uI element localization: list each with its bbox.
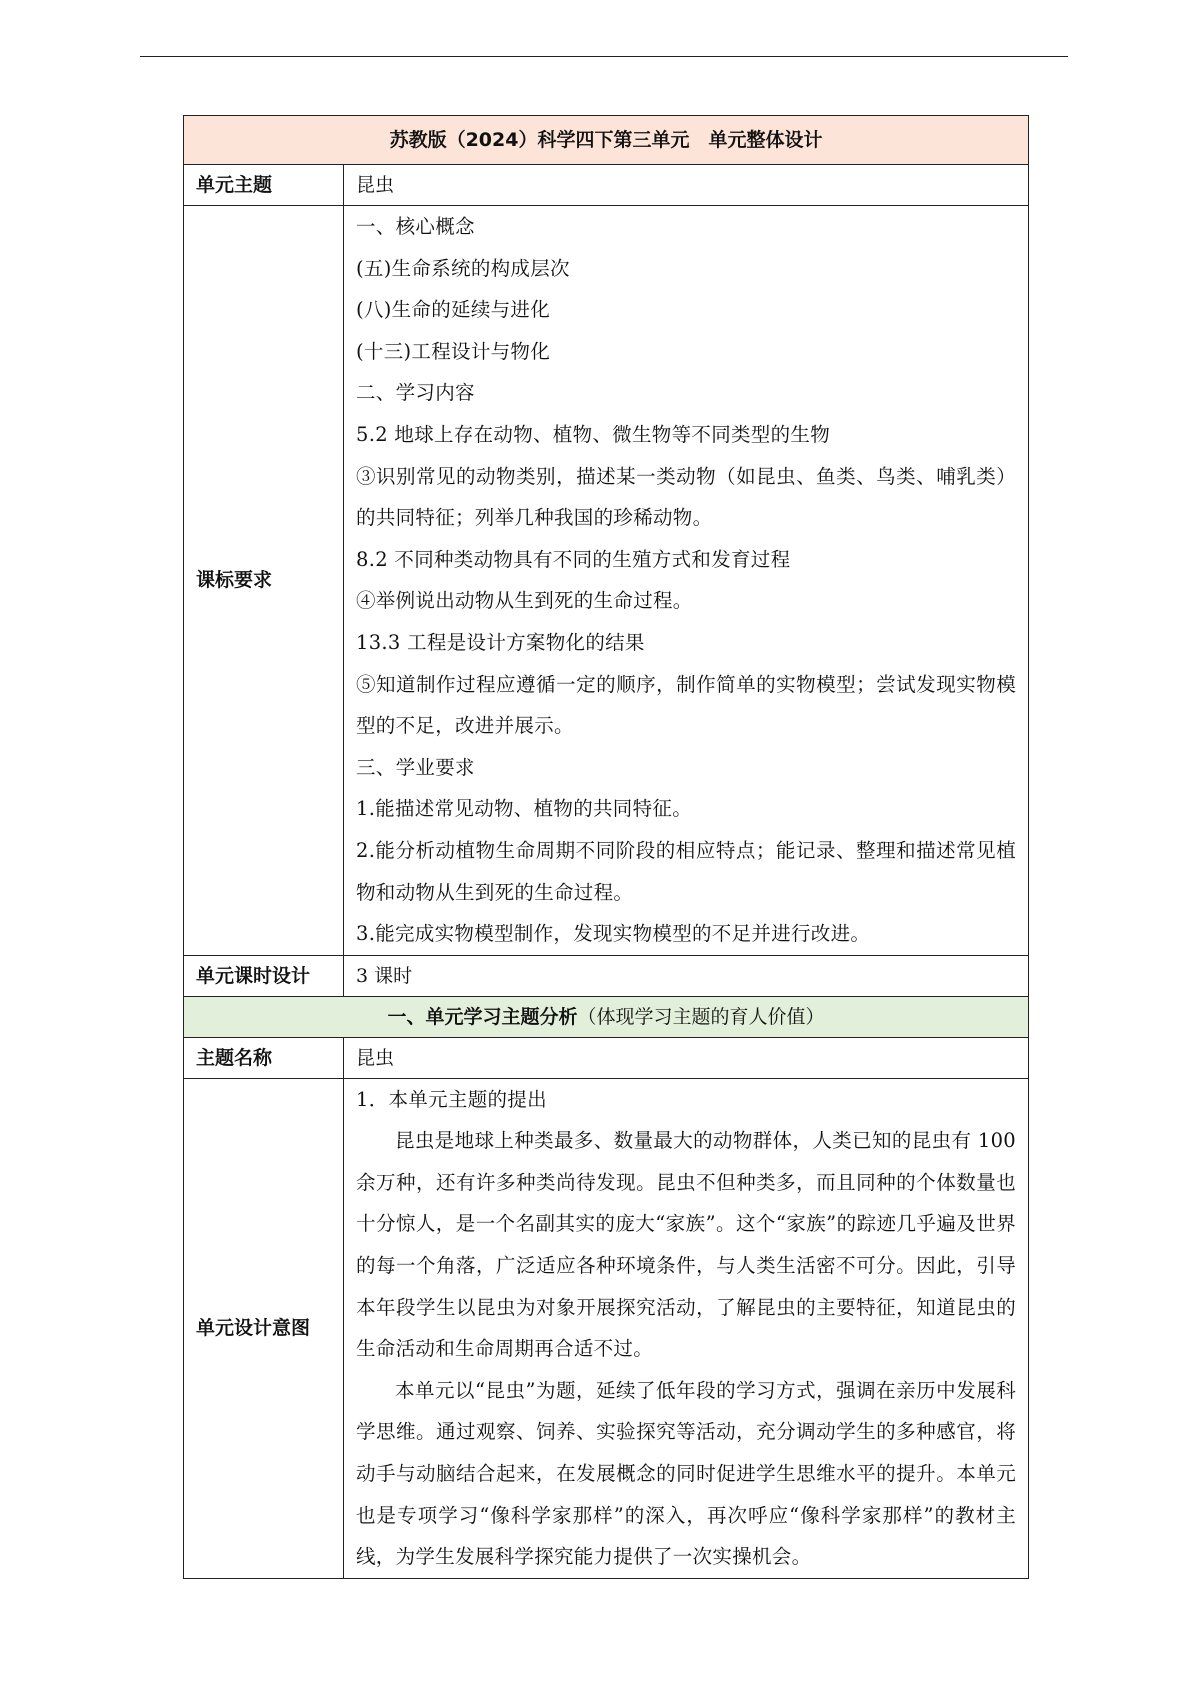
section-heading-row (184, 996, 1029, 1037)
curriculum-line: 13.3 工程是设计方案物化的结果 (356, 630, 645, 654)
design-intent-label: 单元设计意图 (184, 1078, 344, 1578)
curriculum-line: 二、学习内容 (356, 381, 475, 405)
curriculum-line: 8.2 不同种类动物具有不同的生殖方式和发育过程 (356, 547, 791, 571)
section-heading-bold: 一、单元学习主题分析 (387, 1005, 578, 1028)
curriculum-line: ④举例说出动物从生到死的生命过程。 (356, 589, 693, 613)
curriculum-line: ⑤知道制作过程应遵循一定的顺序，制作简单的实物模型；尝试发现实物模型的不足，改进并展示。 (356, 672, 1017, 738)
curriculum-line: (五)生命系统的构成层次 (356, 256, 570, 280)
topic-name-label: 主题名称 (184, 1037, 344, 1078)
curriculum-line: 一、核心概念 (356, 215, 475, 238)
design-intent-row (184, 1078, 1029, 1578)
curriculum-line: 2.能分析动植物生命周期不同阶段的相应特点；能记录、整理和描述常见植物和动物从生到死的生命过程。 (356, 838, 1017, 904)
lesson-design-value: 3 课时 (344, 955, 1029, 996)
curriculum-line: ③识别常见的动物类别，描述某一类动物（如昆虫、鱼类、鸟类、哺乳类）的共同特征；列举几种我国的珍稀动物。 (356, 464, 1017, 530)
topic-name-row (184, 1037, 1029, 1078)
topic-name-value: 昆虫 (344, 1037, 1029, 1078)
page-header-rule (140, 56, 1068, 57)
unit-theme-label: 单元主题 (184, 165, 344, 206)
curriculum-line: (十三)工程设计与物化 (356, 339, 551, 363)
curriculum-line: 1.能描述常见动物、植物的共同特征。 (356, 797, 693, 821)
section-heading (184, 996, 1029, 1037)
unit-design-table (183, 115, 1029, 1579)
table-title-row (184, 116, 1029, 165)
curriculum-line: 5.2 地球上存在动物、植物、微生物等不同类型的生物 (356, 422, 831, 446)
lesson-design-row (184, 955, 1029, 996)
design-intent-heading: 1．本单元主题的提出 (356, 1087, 547, 1111)
curriculum-row (184, 206, 1029, 956)
curriculum-content (344, 206, 1029, 956)
curriculum-label: 课标要求 (184, 206, 344, 956)
design-intent-paragraph: 昆虫是地球上种类最多、数量最大的动物群体，人类已知的昆虫有 100 余万种，还有许多种类尚待发现。昆虫不但种类多，而且同种的个体数量也十分惊人，是一个名副其实的庞大“家族”。这个“家族”的踪迹几乎遍及世界的每一个角落，广泛适应各种环境条件，与人类生活密不可分。因此，引导本年段学生以昆虫为对象开展探究活动，了解昆虫的主要特征，知道昆虫的生命活动和生命周期再合适不过。 (356, 1129, 1017, 1361)
section-heading-note: （体现学习主题的育人价值） (577, 1005, 825, 1028)
unit-theme-value: 昆虫 (344, 165, 1029, 206)
design-intent-paragraph: 本单元以“昆虫”为题，延续了低年段的学习方式，强调在亲历中发展科学思维。通过观察、饲养、实验探究等活动，充分调动学生的多种感官，将动手与动脑结合起来，在发展概念的同时促进学生思维水平的提升。本单元也是专项学习“像科学家那样”的深入，再次呼应“像科学家那样”的教材主线，为学生发展科学探究能力提供了一次实操机会。 (356, 1378, 1017, 1569)
curriculum-line: 三、学业要求 (356, 755, 475, 779)
table-title: 苏教版（2024）科学四下第三单元 单元整体设计 (184, 116, 1029, 165)
curriculum-line: 3.能完成实物模型制作，发现实物模型的不足并进行改进。 (356, 922, 871, 946)
design-intent-content (344, 1078, 1029, 1578)
curriculum-line: (八)生命的延续与进化 (356, 298, 551, 322)
unit-theme-row (184, 165, 1029, 206)
lesson-design-label: 单元课时设计 (184, 955, 344, 996)
